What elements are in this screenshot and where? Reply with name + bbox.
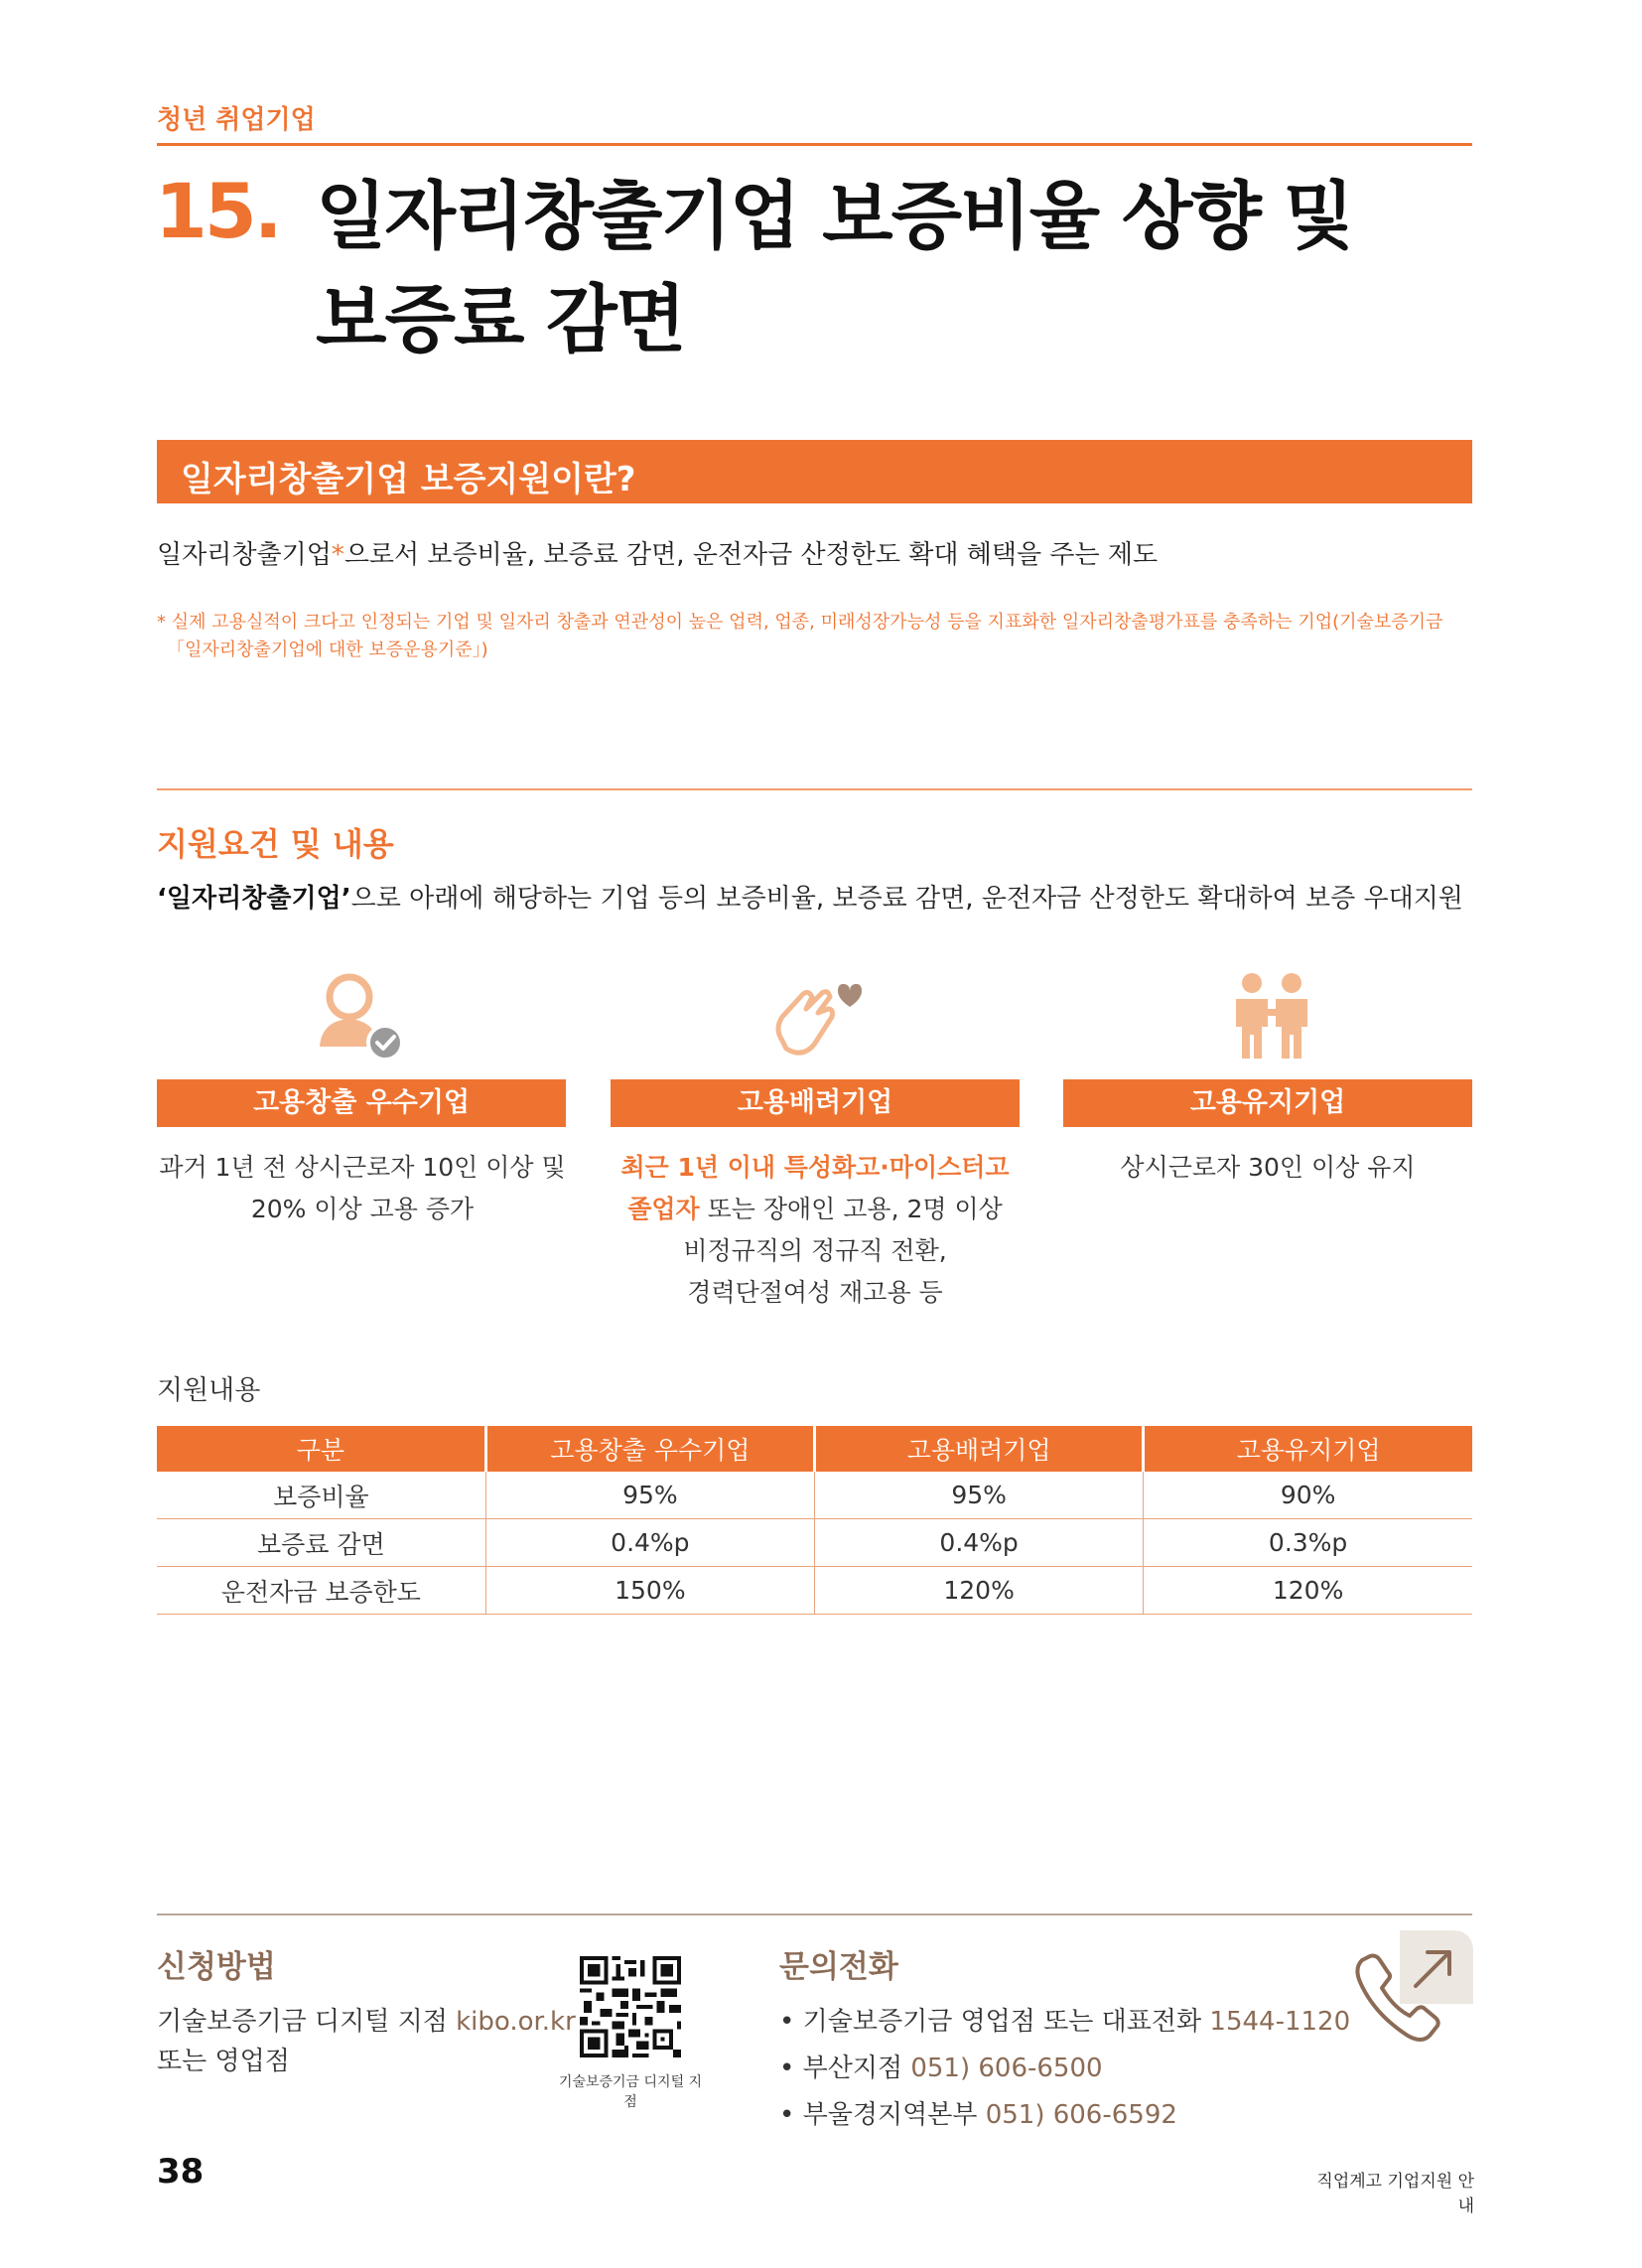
category-desc-line: 경력단절여성 재고용 등	[687, 1278, 943, 1307]
page-number: 38	[157, 2152, 205, 2192]
two-people-icon	[1224, 969, 1319, 1064]
category-desc-excellent	[149, 1147, 576, 1230]
intro-asterisk: *	[331, 540, 344, 570]
category-desc-line: 20% 이상 고용 증가	[250, 1195, 475, 1223]
table-cell: 0.4%p	[485, 1519, 814, 1567]
qr-caption: 기술보증기금 디지털 지점	[558, 2074, 703, 2110]
footer-divider	[157, 1914, 1472, 1915]
finger-heart-icon	[766, 969, 866, 1064]
intro-text-rest: 으로서 보증비율, 보증료 감면, 운전자금 산정한도 확대 혜택을 주는 제도	[343, 540, 1159, 570]
contact-item: • 부산지점 051) 606-6500	[779, 2054, 1103, 2083]
person-check-icon	[312, 969, 411, 1064]
support-table	[157, 1426, 1472, 1615]
apply-url-link[interactable]: kibo.or.kr	[456, 2007, 576, 2037]
category-label-excellent: 고용창출 우수기업	[157, 1079, 566, 1127]
table-cell: 보증료 감면	[157, 1519, 485, 1567]
contact-phone-number[interactable]: 051) 606-6500	[910, 2054, 1103, 2083]
qr-code[interactable]	[580, 1956, 681, 2057]
table-cell: 95%	[485, 1472, 814, 1519]
table-cell: 150%	[485, 1567, 814, 1615]
contact-item: • 기술보증기금 영업점 또는 대표전화 1544-1120	[779, 2007, 1351, 2037]
contact-phone-number[interactable]: 1544-1120	[1209, 2007, 1351, 2037]
table-header-row	[157, 1426, 1472, 1472]
category-desc-line: 또는 장애인 고용, 2명 이상	[699, 1195, 1003, 1223]
apply-text	[157, 2002, 576, 2081]
apply-line1: 기술보증기금 디지털 지점	[157, 2007, 457, 2037]
table-row	[157, 1472, 1472, 1519]
table-row	[157, 1519, 1472, 1567]
contact-list	[779, 1999, 1350, 2139]
category-desc-line: 비정규직의 정규직 전환,	[683, 1236, 947, 1265]
phone-icon	[1352, 1930, 1473, 2052]
chapter-number: 15.	[155, 167, 280, 255]
intro-heading: 일자리창출기업 보증지원이란?	[181, 460, 636, 499]
table-cell: 운전자금 보증한도	[157, 1567, 485, 1615]
intro-footnote-line2: 「일자리창출기업에 대한 보증운용기준」)	[167, 639, 488, 660]
category-label-retention: 고용유지기업	[1063, 1079, 1472, 1127]
table-header-cell: 고용배려기업	[815, 1426, 1144, 1472]
table-cell: 120%	[815, 1567, 1144, 1615]
category-desc-highlight: 졸업자	[627, 1195, 700, 1223]
page-title-line1: 일자리창출기업 보증비율 상향 및	[316, 174, 1353, 259]
top-divider	[157, 143, 1472, 146]
table-cell: 120%	[1144, 1567, 1472, 1615]
category-label-considerate: 고용배려기업	[611, 1079, 1020, 1127]
table-cell: 0.3%p	[1144, 1519, 1472, 1567]
contact-phone-number[interactable]: 051) 606-6592	[985, 2100, 1177, 2130]
requirements-term: ‘일자리창출기업’	[157, 884, 351, 914]
contact-heading: 문의전화	[779, 1949, 898, 1985]
apply-line2: 또는 영업점	[157, 2047, 290, 2076]
intro-text-term: 일자리창출기업	[157, 540, 332, 570]
category-desc-highlight: 최근 1년 이내 특성화고·마이스터고	[620, 1153, 1010, 1182]
category-desc-line: 과거 1년 전 상시근로자 10인 이상 및	[159, 1153, 566, 1182]
section-category: 청년 취업기업	[157, 105, 316, 135]
category-desc-retention	[1054, 1147, 1481, 1189]
requirements-heading: 지원요건 및 내용	[157, 825, 394, 863]
table-header-cell: 구분	[157, 1426, 485, 1472]
category-desc-line: 상시근로자 30인 이상 유지	[1120, 1153, 1416, 1182]
page-title	[316, 165, 1408, 371]
contact-item-label: 부산지점	[802, 2054, 911, 2083]
intro-footnote-line1: * 실제 고용실적이 크다고 인정되는 기업 및 일자리 창출과 연관성이 높은 업력, 업종, 미래성장가능성 등을 지표화한 일자리창출평가표를 충족하는 기업(기술보증기금	[157, 612, 1443, 633]
requirements-description	[157, 878, 1463, 915]
table-cell: 보증비율	[157, 1472, 485, 1519]
table-cell: 95%	[815, 1472, 1144, 1519]
contact-item: • 부울경지역본부 051) 606-6592	[779, 2100, 1177, 2130]
table-header-cell: 고용창출 우수기업	[485, 1426, 814, 1472]
footer-title: 직업계고 기업지원 안내	[1316, 2172, 1474, 2216]
intro-footnote	[157, 609, 1477, 664]
contact-item-label: 기술보증기금 영업점 또는 대표전화	[802, 2007, 1210, 2037]
table-caption: 지원내용	[157, 1375, 261, 1406]
requirements-description-rest: 으로 아래에 해당하는 기업 등의 보증비율, 보증료 감면, 운전자금 산정한도 확대하여 보증 우대지원	[350, 884, 1463, 914]
apply-heading: 신청방법	[157, 1949, 276, 1985]
page-title-line2: 보증료 감면	[316, 277, 685, 362]
contact-item-label: 부울경지역본부	[802, 2100, 986, 2130]
intro-text	[157, 534, 1158, 571]
section-divider	[157, 788, 1472, 790]
category-desc-considerate	[602, 1147, 1028, 1314]
table-header-cell: 고용유지기업	[1144, 1426, 1472, 1472]
table-row	[157, 1567, 1472, 1615]
table-cell: 0.4%p	[815, 1519, 1144, 1567]
table-cell: 90%	[1144, 1472, 1472, 1519]
